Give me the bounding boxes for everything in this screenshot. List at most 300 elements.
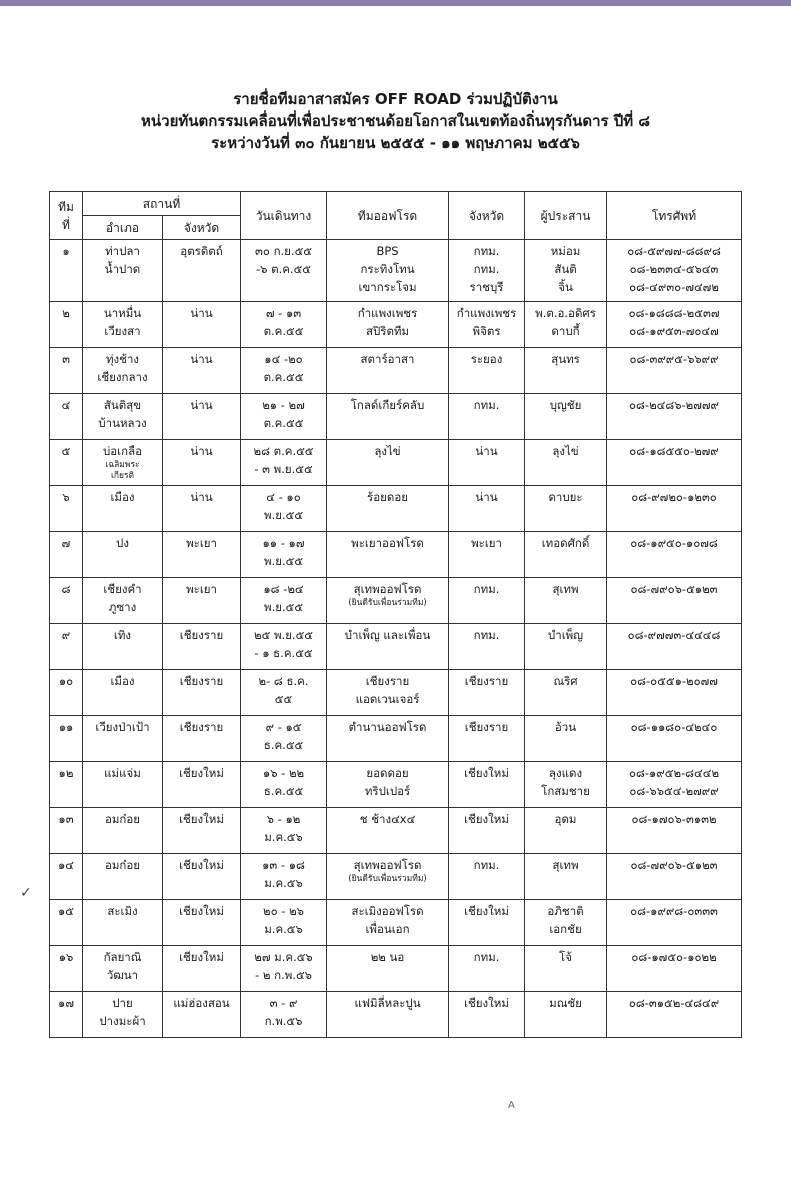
cell-dates-line: ๓๐ ก.ย.๕๕ [255,244,312,258]
cell-dates-line: ม.ค.๕๖ [264,876,303,890]
cell-team-province-line: เชียงใหม่ [464,904,509,918]
cell-team-line: กำแพงเพชร [357,306,418,320]
cell-team-province [449,992,525,1038]
cell-coordinator-line: ณริศ [553,674,578,688]
cell-team-line: พะเยาออฟโรด [351,536,424,550]
cell-team-province-line: เชียงราย [464,674,509,688]
cell-team-no [50,302,83,348]
cell-province [163,808,241,854]
cell-dates-line: ๑๘ -๒๔ [263,582,304,596]
cell-district-line: น้ำปาด [104,262,141,276]
cell-team-line: สะเมิงออฟโรด [351,904,424,918]
cell-phone-line: ๐๘-๓๑๕๒-๔๘๔๙ [628,996,720,1010]
cell-coordinator [525,716,607,762]
cell-team-no-text: ๖ [62,490,70,504]
cell-team-province [449,808,525,854]
cell-team-no-text: ๔ [61,398,71,412]
cell-dates [241,670,327,716]
cell-team-no [50,992,83,1038]
volunteer-table [49,191,742,1038]
cell-province [163,854,241,900]
cell-coordinator [525,532,607,578]
cell-dates [241,240,327,302]
cell-team [327,670,449,716]
cell-province-line: น่าน [190,490,213,504]
cell-dates [241,532,327,578]
cell-dates [241,394,327,440]
cell-team-province-line: กทม. [473,950,500,964]
cell-province-line: เชียงใหม่ [179,766,224,780]
table-row [50,946,742,992]
cell-dates-line: ๒๘ ต.ค.๕๕ [253,444,314,458]
table-row [50,532,742,578]
cell-coordinator-line: บุญชัย [549,398,582,412]
cell-team-no [50,440,83,486]
cell-phone [607,240,742,302]
cell-coordinator [525,992,607,1038]
cell-district-line: ท่าปลา [105,244,140,258]
cell-coordinator [525,670,607,716]
cell-coordinator [525,240,607,302]
team-note: (ยินดีรับเพื่อนร่วมทีม) [348,598,427,608]
cell-district [83,716,163,762]
cell-dates-line: ธ.ค.๕๕ [263,784,304,798]
cell-dates-line: - ๑ ธ.ค.๕๕ [254,646,313,660]
header-province: จังหวัด [163,216,241,240]
cell-province [163,762,241,808]
table-row [50,624,742,670]
header-team-province: จังหวัด [449,192,525,240]
cell-team-province [449,716,525,762]
cell-team-province [449,946,525,992]
header-place: สถานที่ [83,192,241,216]
cell-dates-line: ธ.ค.๕๕ [263,738,304,752]
cell-team-no [50,240,83,302]
table-row [50,900,742,946]
cell-province [163,992,241,1038]
cell-coordinator-line: สุเทพ [552,582,579,596]
header-line-3: ระหว่างวันที่ ๓๐ กันยายน ๒๕๕๕ - ๑๑ พฤษภาคม ๒๕๕๖ [211,134,580,152]
cell-team-line: แอดเวนเจอร์ [355,692,420,706]
cell-dates-line: ๒- ๘ ธ.ค. [258,674,309,688]
cell-coordinator-line: ดาบกี้ [551,324,580,338]
cell-province-line: พะเยา [186,582,217,596]
cell-team-province [449,240,525,302]
cell-team-no [50,762,83,808]
cell-dates [241,440,327,486]
cell-dates-line: ๑๖ - ๒๒ [262,766,305,780]
cell-team-province-line: กทม. [473,398,500,412]
cell-team-no [50,854,83,900]
cell-province-line: แม่ฮ่องสอน [173,996,230,1010]
cell-province [163,394,241,440]
cell-dates-line: ๒๗ ม.ค.๕๖ [254,950,313,964]
cell-coordinator-line: หม่อม [550,244,581,258]
cell-district [83,578,163,624]
cell-dates-line: ต.ค.๕๕ [263,370,304,384]
cell-team [327,808,449,854]
cell-district-line: เชียงกลาง [97,370,148,384]
cell-team-province [449,624,525,670]
cell-district-line: สันติสุข [103,398,142,412]
district-note: เกียรติ [110,471,135,481]
cell-team [327,394,449,440]
cell-district-line: อมก๋อย [104,858,141,872]
cell-phone [607,440,742,486]
cell-phone-line: ๐๘-๐๕๕๑-๒๐๗๗ [630,674,718,688]
cell-team-line: ๒๒ นอ [370,950,405,964]
cell-phone-line: ๐๘-๑๙๕๓-๗๐๔๗ [629,324,719,338]
cell-phone [607,348,742,394]
cell-phone [607,946,742,992]
cell-dates-line: พ.ย.๕๕ [263,600,304,614]
header-team-no: ทีม ที่ [50,192,83,240]
cell-team [327,762,449,808]
cell-team-province [449,302,525,348]
cell-dates-line: ๑๑ - ๑๗ [262,536,305,550]
cell-team [327,240,449,302]
cell-district-line: เวียงสา [104,324,141,338]
cell-team-no [50,670,83,716]
cell-phone-line: ๐๘-๑๙๕๒-๘๔๔๒ [628,766,720,780]
cell-phone [607,716,742,762]
cell-phone-line: ๐๘-๙๗๒๐-๑๒๓๐ [631,490,717,504]
cell-team-no [50,348,83,394]
cell-district [83,302,163,348]
cell-team-province-line: กทม. [473,244,500,258]
cell-coordinator-line: สุนทร [551,352,580,366]
cell-dates [241,624,327,670]
cell-coordinator [525,762,607,808]
cell-district [83,808,163,854]
cell-team-province [449,854,525,900]
table-row [50,394,742,440]
cell-district [83,532,163,578]
cell-coordinator-line: ดาบยะ [548,490,583,504]
header-team: ทีมออฟโรด [327,192,449,240]
cell-dates-line: ก.พ.๕๖ [264,1014,303,1028]
cell-district [83,440,163,486]
cell-coordinator-line: สันติ [554,262,577,276]
cell-team-no [50,900,83,946]
cell-district-line: อมก๋อย [104,812,141,826]
table-row [50,670,742,716]
cell-team-province-line: ราชบุรี [469,280,504,294]
cell-phone [607,624,742,670]
cell-team-province [449,394,525,440]
cell-dates-line: ม.ค.๕๖ [264,922,303,936]
cell-team-line: เพื่อนเอก [365,922,410,936]
cell-phone-line: ๐๘-๑๗๕๐-๑๐๒๒ [631,950,717,964]
cell-phone-line: ๐๘-๑๗๐๖-๓๑๓๒ [631,812,717,826]
cell-district-line: เชียงคำ [103,582,142,596]
table-row [50,302,742,348]
cell-team-no-text: ๑๗ [58,996,74,1010]
cell-team-no-text: ๑๖ [58,950,74,964]
cell-dates [241,854,327,900]
cell-team-province [449,670,525,716]
cell-dates-line: ๑๔ -๒๐ [264,352,303,366]
cell-team [327,578,449,624]
cell-dates-line: ๒๐ - ๒๖ [263,904,304,918]
cell-dates-line: ๗ - ๑๓ [265,306,302,320]
cell-team-province [449,762,525,808]
cell-team-line: BPS [376,244,399,258]
cell-phone [607,762,742,808]
cell-phone-line: ๐๘-๕๙๗๗-๘๘๙๘ [627,244,721,258]
cell-dates-line: ต.ค.๕๕ [263,324,304,338]
cell-phone-line: ๐๘-๙๗๗๓-๔๔๔๘ [627,628,721,642]
cell-team-province-line: เชียงใหม่ [464,996,509,1010]
cell-team-no-text: ๒ [62,306,70,320]
cell-dates-line: ๕๕ [274,692,293,706]
cell-team-province-line: กทม. [473,582,500,596]
cell-province [163,624,241,670]
cell-team-line: สตาร์อาสา [360,352,415,366]
cell-team-line: ร้อยดอย [367,490,408,504]
cell-coordinator-line: อภิชาติ [547,904,584,918]
table-row [50,808,742,854]
table-row [50,992,742,1038]
cell-phone-line: ๐๘-๒๓๓๔-๕๖๔๓ [629,262,719,276]
cell-phone-line: ๐๘-๗๙๐๖-๕๑๒๓ [630,858,718,872]
cell-team-no [50,946,83,992]
cell-coordinator [525,302,607,348]
cell-province [163,440,241,486]
cell-district-line: เมือง [110,490,135,504]
cell-district [83,992,163,1038]
cell-province-line: เชียงใหม่ [179,904,224,918]
cell-province-line: อุตรดิตถ์ [180,244,223,258]
cell-team-line: ลุงไข่ [374,444,401,458]
cell-dates [241,578,327,624]
cell-phone-line: ๐๘-๒๔๘๖-๒๗๗๙ [629,398,719,412]
cell-team [327,486,449,532]
cell-team-no-text: ๓ [62,352,70,366]
cell-dates-line: พ.ย.๕๕ [263,508,304,522]
cell-team-line: เชียงราย [365,674,410,688]
cell-team-province [449,348,525,394]
cell-coordinator [525,624,607,670]
cell-team-no [50,716,83,762]
cell-team [327,532,449,578]
cell-dates-line: ม.ค.๕๖ [264,830,303,844]
cell-coordinator [525,348,607,394]
table-row [50,578,742,624]
cell-district-line: นาหมื่น [103,306,142,320]
table-row [50,854,742,900]
cell-team-no-text: ๑๓ [58,812,74,826]
cell-team-province [449,532,525,578]
cell-coordinator-line: เทอดศักดิ์ [541,536,590,550]
cell-dates-line: ๑๓ - ๑๘ [262,858,305,872]
cell-coordinator [525,394,607,440]
document-header [0,88,791,154]
header-phone: โทรศัพท์ [607,192,742,240]
cell-district-line: บ้านหลวง [98,416,147,430]
cell-phone [607,486,742,532]
header-dates: วันเดินทาง [241,192,327,240]
header-line-2: หน่วยทันตกรรมเคลื่อนที่เพื่อประชาชนด้อยโอกาสในเขตท้องถิ่นทุรกันดาร ปีที่ ๘ [141,112,650,130]
cell-team-province [449,440,525,486]
cell-team [327,716,449,762]
cell-province [163,946,241,992]
cell-district-line: เมือง [110,674,135,688]
page-footer-mark: A [508,1100,515,1111]
cell-coordinator-line: โจ้ [559,950,572,964]
cell-phone-line: ๐๘-๑๘๕๕๐-๒๗๙ [629,444,719,458]
cell-team-province-line: กทม. [473,262,500,276]
cell-team-line: กระทิงโทน [360,262,415,276]
cell-district-line: ทุ่งช้าง [105,352,140,366]
cell-province [163,716,241,762]
cell-dates [241,348,327,394]
cell-district-line: กัลยาณิ [103,950,142,964]
cell-coordinator-line: อ้วน [554,720,577,734]
cell-district [83,624,163,670]
cell-district-line: เทิง [113,628,132,642]
cell-team [327,992,449,1038]
cell-team-no [50,486,83,532]
cell-province [163,302,241,348]
cell-province-line: น่าน [190,444,213,458]
cell-dates-line: ๔ - ๑๐ [266,490,301,504]
cell-team-province-line: กทม. [473,858,500,872]
cell-phone [607,394,742,440]
cell-coordinator-line: โกสมชาย [541,784,590,798]
cell-dates-line: - ๓ พ.ย.๕๕ [254,462,313,476]
cell-phone [607,854,742,900]
cell-team-province [449,900,525,946]
cell-dates [241,946,327,992]
cell-phone [607,302,742,348]
cell-team [327,348,449,394]
cell-phone [607,900,742,946]
cell-dates [241,486,327,532]
cell-team-no [50,808,83,854]
cell-dates-line: ๒๕ พ.ย.๕๕ [254,628,313,642]
cell-team-no [50,532,83,578]
cell-district-line: ปางมะผ้า [99,1014,146,1028]
cell-phone-line: ๐๘-๖๖๕๔-๒๗๙๙ [629,784,719,798]
cell-coordinator [525,486,607,532]
cell-province-line: เชียงราย [179,720,224,734]
cell-team-line: บำเพ็ญ และเพื่อน [344,628,431,642]
cell-coordinator-line: อุดม [554,812,577,826]
cell-province-line: เชียงราย [179,674,224,688]
cell-dates-line: -๖ ต.ค.๕๕ [256,262,311,276]
table-row [50,348,742,394]
cell-team-province-line: น่าน [475,444,498,458]
table-row [50,716,742,762]
cell-team-province-line: กทม. [473,628,500,642]
cell-district [83,394,163,440]
cell-coordinator-line: จิ้น [558,280,573,294]
cell-phone [607,532,742,578]
district-note: เฉลิมพระ [105,460,140,470]
cell-team-line: ยอดดอย [366,766,409,780]
cell-coordinator-line: สุเทพ [552,858,579,872]
cell-province [163,670,241,716]
cell-province-line: น่าน [190,306,213,320]
cell-phone-line: ๐๘-๑๑๘๐-๔๒๔๐ [630,720,718,734]
cell-dates [241,808,327,854]
table-body [50,240,742,1038]
cell-team-line: สุเทพออฟโรด [353,582,422,596]
cell-team [327,624,449,670]
cell-team-no-text: ๗ [61,536,71,550]
cell-province [163,532,241,578]
cell-team-province [449,578,525,624]
cell-coordinator-line: ลุงไข่ [552,444,579,458]
cell-dates-line: ๖ - ๑๒ [266,812,301,826]
cell-phone-line: ๐๘-๗๙๐๖-๕๑๒๓ [630,582,718,596]
cell-team-line: ช ช้าง๔x๔ [359,812,416,826]
cell-team-province-line: เชียงใหม่ [464,766,509,780]
cell-dates-line: พ.ย.๕๕ [263,554,304,568]
cell-dates [241,900,327,946]
cell-team [327,946,449,992]
cell-coordinator-line: บำเพ็ญ [547,628,584,642]
cell-coordinator-line: พ.ต.อ.อดิศร [535,306,596,320]
cell-district [83,486,163,532]
cell-team-no [50,578,83,624]
cell-district-line: ปาย [112,996,133,1010]
cell-phone [607,808,742,854]
cell-dates-line: ๒๑ - ๒๗ [262,398,305,412]
cell-team-province-line: เชียงใหม่ [464,812,509,826]
handwritten-check-mark: ✓ [20,885,32,901]
cell-district [83,900,163,946]
team-note: (ยินดีรับเพื่อนร่วมทีม) [348,874,427,884]
cell-province [163,900,241,946]
cell-team-no-text: ๑๕ [57,904,74,918]
cell-coordinator [525,808,607,854]
cell-coordinator-line: มณชัย [549,996,582,1010]
cell-coordinator [525,440,607,486]
cell-coordinator [525,946,607,992]
cell-district [83,762,163,808]
cell-dates [241,302,327,348]
cell-province [163,348,241,394]
cell-phone [607,670,742,716]
cell-phone [607,992,742,1038]
table-row [50,440,742,486]
cell-province-line: น่าน [190,398,213,412]
cell-team-line: ทริปเปอร์ [364,784,411,798]
table-row [50,486,742,532]
cell-dates-line: ๙ - ๑๕ [265,720,302,734]
cell-team-no-text: ๑๒ [58,766,74,780]
cell-dates-line: - ๒ ก.พ.๕๖ [255,968,312,982]
cell-team [327,854,449,900]
cell-dates-line: ต.ค.๕๕ [263,416,304,430]
cell-team-province-line: ระยอง [470,352,503,366]
header-district: อำเภอ [83,216,163,240]
cell-dates-line: ๓ - ๙ [269,996,298,1010]
cell-phone [607,578,742,624]
cell-team-no-text: ๕ [61,444,71,458]
cell-phone-line: ๐๘-๑๘๘๘-๒๕๓๗ [628,306,720,320]
cell-team-province [449,486,525,532]
cell-team-no [50,394,83,440]
cell-district-line: เวียงป่าเป้า [95,720,150,734]
cell-district-line: บ่อเกลือ [102,444,143,458]
cell-team-line: สปิริตทีม [365,324,410,338]
cell-team [327,302,449,348]
cell-province-line: เชียงราย [179,628,224,642]
cell-coordinator-line: ลุงแดง [548,766,583,780]
